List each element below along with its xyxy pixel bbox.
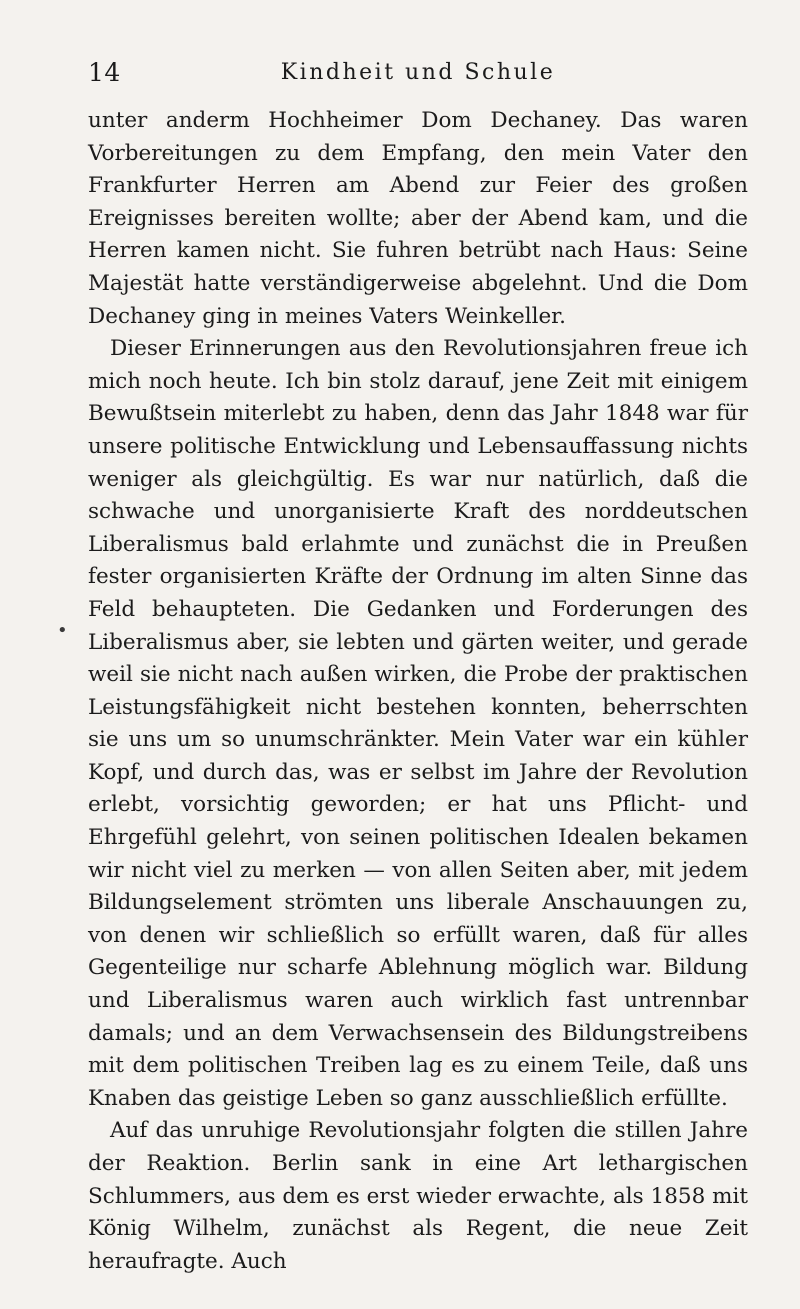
paragraph-3: Auf das unruhige Revolutionsjahr folgten die stillen Jahre der Reaktion. Berlin sank in eine Art lethargischen Schlummers, aus dem es erst wieder erwachte, als 1858 mit König Wilhelm, zunächst als Regent, die neue Zeit heraufragte. Auch [88, 1118, 748, 1274]
page-number: 14 [88, 58, 121, 87]
margin-mark: • [57, 620, 68, 641]
page-header [88, 58, 748, 98]
running-head: Kindheit und Schule [280, 60, 556, 85]
paragraph-2: Dieser Erinnerungen aus den Revolutionsjahren freue ich mich noch heute. Ich bin stolz darauf, jene Zeit mit einigem Bewußtsein miterlebt zu haben, denn das Jahr 1848 war für unsere politische Entwicklung und Lebensauffassung nichts weniger als gleichgültig. Es war nur natürlich, daß die schwache und unorganisierte Kraft des norddeutschen Liberalismus bald erlahmte und zunächst die in Preußen fester organisierten Kräfte der Ordnung im alten Sinne das Feld behaupteten. Die Gedanken und Forderungen des Liberalismus aber, sie lebten und gärten weiter, und gerade weil sie nicht nach außen wirken, die Probe der praktischen Leistungsfähigkeit nicht bestehen konnten, beherrschten sie uns um so unumschränkter. Mein Vater war ein kühler Kopf, und durch das, was er selbst im Jahre der Revolution erlebt, vorsichtig geworden; er hat uns Pflicht- und Ehrgefühl gelehrt, von seinen politischen Idealen bekamen wir nicht viel zu merken — von allen Seiten aber, mit jedem Bildungselement strömten uns liberale Anschauungen zu, von denen wir schließlich so erfüllt waren, daß für alles Gegenteilige nur scharfe Ablehnung möglich war. Bildung und Liberalismus waren auch wirklich fast untrennbar damals; und an dem Verwachsensein des Bildungstreibens mit dem politischen Treiben lag es zu einem Teile, daß uns Knaben das geistige Leben so ganz ausschließlich erfüllte. [88, 336, 748, 1111]
body-text [88, 105, 748, 1278]
paragraph-1: unter anderm Hochheimer Dom Dechaney. Das waren Vorbereitungen zu dem Empfang, den mein Vater den Frankfurter Herren am Abend zur Feier des großen Ereignisses bereiten wollte; aber der Abend kam, und die Herren kamen nicht. Sie fuhren betrübt nach Haus: Seine Majestät hatte verständigerweise abgelehnt. Und die Dom Dechaney ging in meines Vaters Weinkeller. [88, 108, 748, 329]
